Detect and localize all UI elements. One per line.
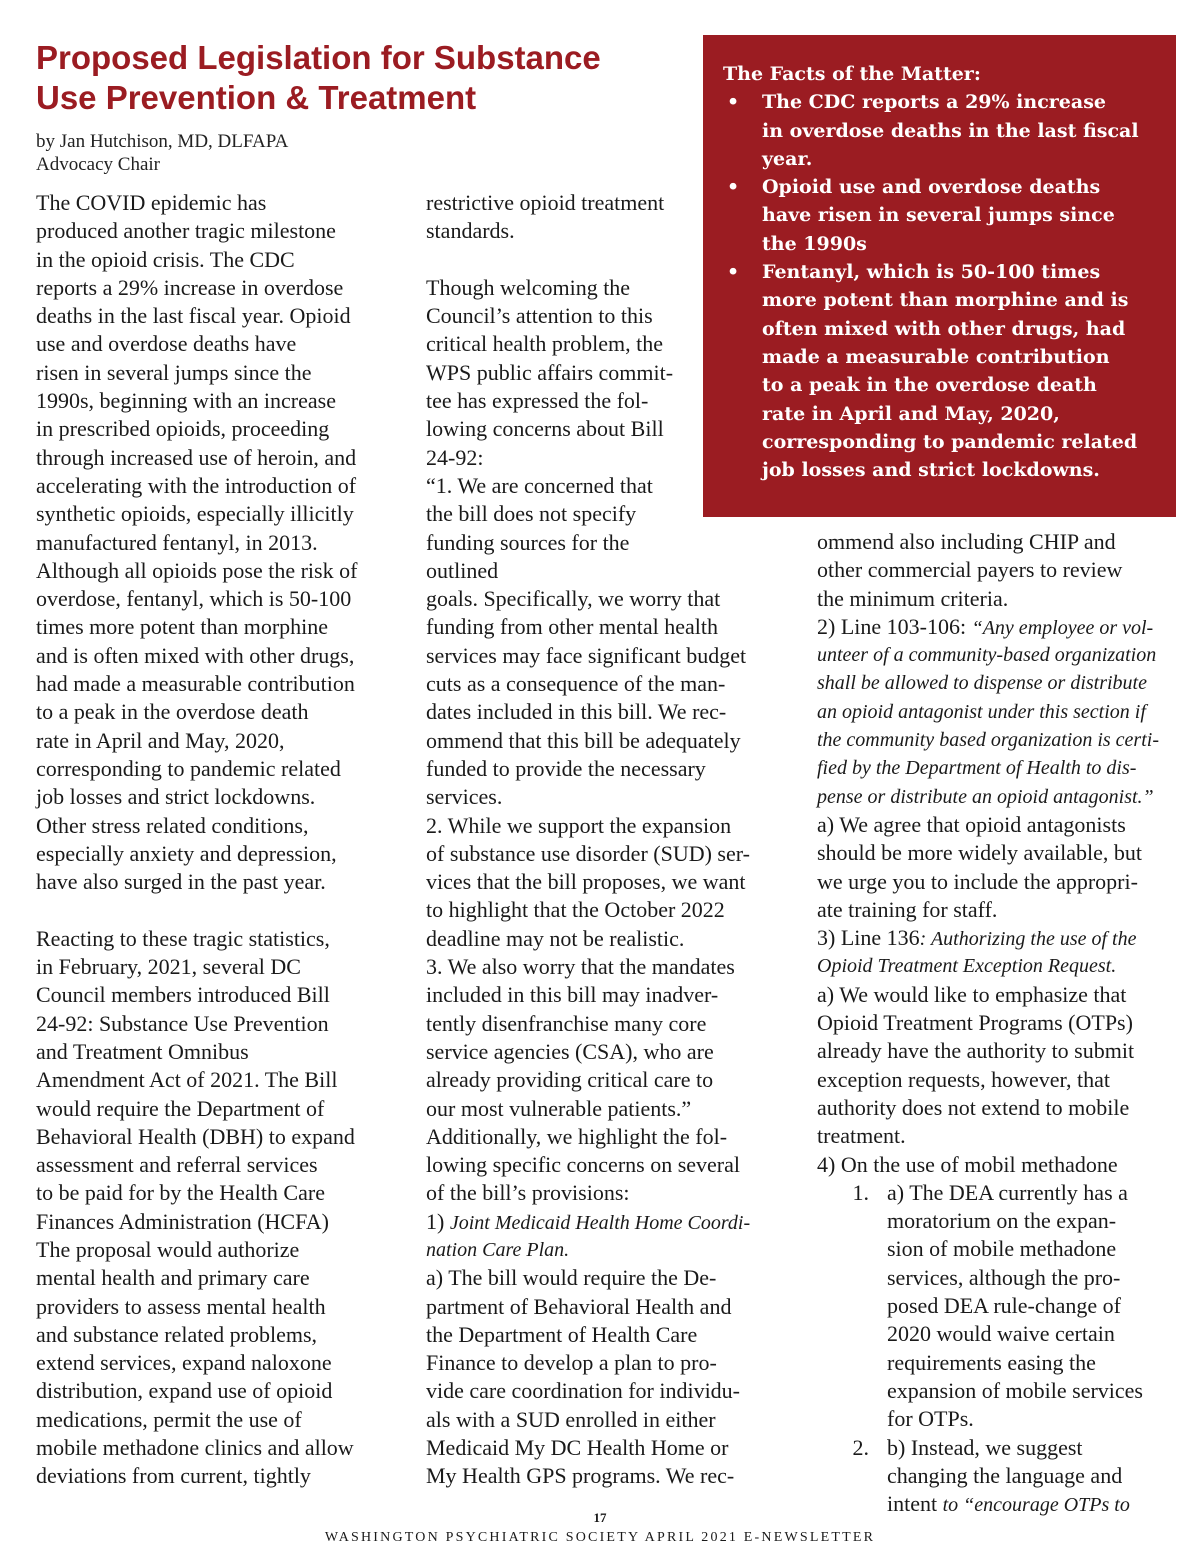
text-line: 24-92: Substance Use Prevention	[36, 1010, 329, 1036]
text-line: goals. Specifically, we worry that	[426, 586, 721, 612]
list-line	[817, 1405, 1177, 1433]
provision-heading	[817, 613, 1177, 641]
text-line: reports a 29% increase in overdose	[36, 274, 344, 300]
paragraph	[426, 189, 786, 246]
text-line: the bill does not specify	[426, 501, 637, 527]
paragraph	[426, 274, 786, 1208]
provision-title: : Authorizing the use of the	[919, 928, 1137, 951]
text-line: risen in several jumps since the	[36, 359, 312, 385]
text-line: authority does not extend to mobile	[817, 1094, 1130, 1120]
facts-heading: The Facts of the Matter:	[723, 63, 981, 85]
article-title	[36, 38, 696, 118]
text-line: services.	[426, 784, 503, 810]
list-number: 1.	[852, 1179, 869, 1205]
fact-text	[762, 173, 1115, 258]
text-line: unteer of a community-based organization	[817, 644, 1157, 667]
text-line: mental health and primary care	[36, 1265, 310, 1291]
text-line: dates included in this bill. We rec-	[426, 699, 727, 725]
list-text: b) Instead, we suggest	[887, 1434, 1083, 1460]
text-line: ommend that this bill be adequately	[426, 727, 741, 753]
text-line: especially anxiety and depression,	[36, 840, 337, 866]
text-line: rate in April and May, 2020,	[36, 727, 285, 753]
list-line	[817, 1434, 1177, 1462]
text-line: should be more widely available, but	[817, 840, 1143, 866]
text-line: 2. While we support the expansion	[426, 812, 732, 838]
text-line: deadline may not be realistic.	[426, 925, 685, 951]
provision-title: Opioid Treatment Exception Request.	[817, 955, 1117, 978]
text-line: “1. We are concerned that	[426, 472, 653, 498]
paragraph	[426, 1264, 786, 1490]
text-line: Fentanyl, which is 50-100 times	[762, 261, 1101, 284]
provision-heading	[817, 924, 1177, 952]
text-line: standards.	[426, 218, 515, 244]
list-text: intent	[887, 1491, 943, 1517]
text-line: deviations from current, tightly	[36, 1463, 311, 1489]
title-line: Use Prevention & Treatment	[36, 79, 477, 116]
text-line: job losses and strict lockdowns.	[36, 784, 316, 810]
text-line: funding sources for the	[426, 529, 630, 555]
text-line: and Treatment Omnibus	[36, 1038, 249, 1064]
numbered-list-item	[817, 1179, 1177, 1434]
fact-text	[762, 258, 1137, 484]
text-line: in February, 2021, several DC	[36, 954, 301, 980]
text-line: to a peak in the overdose death	[762, 374, 1097, 397]
paragraph	[36, 925, 396, 1491]
bullet-icon: •	[727, 176, 740, 199]
text-line: extend services, expand naloxone	[36, 1350, 332, 1376]
text-line: lowing concerns about Bill	[426, 416, 664, 442]
text-line: Behavioral Health (DBH) to expand	[36, 1123, 355, 1149]
text-line: rate in April and May, 2020,	[762, 402, 1060, 425]
provision-number: 3) Line 136	[817, 925, 920, 951]
text-line: ate training for staff.	[817, 896, 998, 922]
provision-number: 1)	[426, 1208, 450, 1234]
text-line: distribution, expand use of opioid	[36, 1378, 333, 1404]
text-line: already providing critical care to	[426, 1067, 714, 1093]
text-line: job losses and strict lockdowns.	[762, 459, 1100, 482]
text-line: would require the Department of	[36, 1095, 325, 1121]
text-line: Though welcoming the	[426, 274, 631, 300]
provision-quote: “Any employee or vol-	[971, 616, 1154, 639]
text-line: ommend also including CHIP and	[817, 529, 1116, 554]
provision-title: nation Care Plan.	[426, 1238, 570, 1261]
text-line: a) We agree that opioid antagonists	[817, 811, 1126, 837]
list-text: 2020 would waive certain	[887, 1321, 1115, 1347]
text-line: produced another tragic milestone	[36, 218, 336, 244]
text-line: of the bill’s provisions:	[426, 1180, 630, 1206]
list-line	[817, 1264, 1177, 1292]
text-line: Council’s attention to this	[426, 303, 653, 329]
byline	[36, 130, 436, 176]
text-line: partment of Behavioral Health and	[426, 1293, 732, 1319]
list-number: 2.	[852, 1434, 869, 1460]
numbered-list-item	[817, 1434, 1177, 1519]
list-line	[817, 1292, 1177, 1320]
text-line: corresponding to pandemic related	[36, 755, 341, 781]
text-line: deaths in the last fiscal year. Opioid	[36, 303, 351, 329]
text-line: Although all opioids pose the risk of	[36, 557, 358, 583]
list-line	[817, 1179, 1177, 1207]
author-role: Advocacy Chair	[36, 154, 160, 175]
paragraph	[817, 528, 1177, 613]
text-line: The COVID epidemic has	[36, 190, 267, 215]
text-line: outlined	[426, 557, 499, 583]
text-line: have also surged in the past year.	[36, 869, 326, 895]
list-text: a) The DEA currently has a	[887, 1179, 1128, 1205]
list-text: services, although the pro-	[887, 1264, 1121, 1290]
fact-text	[762, 88, 1139, 173]
text-line: other commercial payers to review	[817, 557, 1123, 583]
text-line: WPS public affairs commit-	[426, 359, 674, 385]
text-line: lowing specific concerns on several	[426, 1152, 740, 1178]
text-line: the community based organization is certi-	[817, 729, 1159, 752]
text-line: the minimum criteria.	[817, 585, 1009, 611]
text-line: in prescribed opioids, proceeding	[36, 416, 330, 442]
text-line: 3. We also worry that the mandates	[426, 954, 735, 980]
text-line: to a peak in the overdose death	[36, 699, 309, 725]
text-line: service agencies (CSA), who are	[426, 1038, 714, 1064]
list-text: sion of mobile methadone	[887, 1236, 1117, 1262]
text-line: Amendment Act of 2021. The Bill	[36, 1067, 338, 1093]
text-line: of substance use disorder (SUD) ser-	[426, 840, 750, 866]
text-line: The CDC reports a 29% increase	[762, 91, 1106, 114]
paragraph	[36, 189, 396, 896]
text-line: through increased use of heroin, and	[36, 444, 357, 470]
text-line: the Department of Health Care	[426, 1321, 698, 1347]
text-line: Finance to develop a plan to pro-	[426, 1350, 717, 1376]
text-line: corresponding to pandemic related	[762, 430, 1138, 453]
list-line	[817, 1235, 1177, 1263]
text-line: already have the authority to submit	[817, 1038, 1135, 1064]
text-line: 4) On the use of mobil methadone	[817, 1151, 1118, 1177]
text-line: assessment and referral services	[36, 1152, 318, 1178]
provision-title: Joint Medicaid Health Home Coordi-	[449, 1211, 751, 1234]
text-line: to highlight that the October 2022	[426, 897, 725, 923]
text-line: we urge you to include the appropri-	[817, 868, 1138, 894]
title-line: Proposed Legislation for Substance	[36, 39, 601, 76]
bullet-icon: •	[727, 91, 740, 114]
text-line: an opioid antagonist under this section if	[817, 700, 1146, 723]
text-line: Council members introduced Bill	[36, 982, 330, 1008]
fact-item	[723, 173, 1164, 258]
text-line: tee has expressed the fol-	[426, 388, 649, 414]
text-line: The proposal would authorize	[36, 1236, 300, 1262]
text-line: funding from other mental health	[426, 614, 719, 640]
paragraph	[817, 981, 1177, 1179]
text-line: the 1990s	[762, 232, 867, 255]
text-line: cuts as a consequence of the man-	[426, 671, 726, 697]
list-text: requirements easing the	[887, 1349, 1096, 1375]
text-line: Opioid Treatment Programs (OTPs)	[817, 1010, 1133, 1036]
text-line: and is often mixed with other drugs,	[36, 642, 355, 668]
newsletter-footer: WASHINGTON PSYCHIATRIC SOCIETY APRIL 2021 E-NEWSLETTER	[324, 1530, 876, 1545]
text-line: Other stress related conditions,	[36, 812, 309, 838]
list-text: to “encourage OTPs to	[942, 1494, 1130, 1517]
text-line: mobile methadone clinics and allow	[36, 1435, 354, 1461]
list-line	[817, 1349, 1177, 1377]
text-line: use and overdose deaths have	[36, 331, 297, 357]
text-line: restrictive opioid treatment	[426, 190, 665, 215]
text-line: made a measurable contribution	[762, 345, 1110, 368]
text-line: 1990s, beginning with an increase	[36, 388, 336, 414]
text-line: pense or distribute an opioid antagonist.”	[817, 785, 1154, 808]
text-line: to be paid for by the Health Care	[36, 1180, 325, 1206]
column-1	[36, 189, 396, 1491]
text-line: vices that the bill proposes, we want	[426, 869, 746, 895]
text-line: critical health problem, the	[426, 331, 664, 357]
list-line	[817, 1462, 1177, 1490]
text-line: in the opioid crisis. The CDC	[36, 246, 295, 272]
text-line: synthetic opioids, especially illicitly	[36, 501, 354, 527]
text-line: a) We would like to emphasize that	[817, 981, 1127, 1007]
bullet-icon: •	[727, 261, 740, 284]
text-line: accelerating with the introduction of	[36, 472, 357, 498]
text-line: had made a measurable contribution	[36, 671, 355, 697]
text-line: vide care coordination for individu-	[426, 1378, 741, 1404]
provision-number: 2) Line 103-106:	[817, 613, 972, 639]
text-line: tently disenfranchise many core	[426, 1010, 707, 1036]
fact-item	[723, 88, 1164, 173]
text-line: medications, permit the use of	[36, 1406, 302, 1432]
text-line: als with a SUD enrolled in either	[426, 1406, 716, 1432]
text-line: Medicaid My DC Health Home or	[426, 1435, 729, 1461]
list-line	[817, 1320, 1177, 1348]
text-line: Opioid use and overdose deaths	[762, 176, 1101, 199]
text-line: times more potent than morphine	[36, 614, 329, 640]
author: by Jan Hutchison, MD, DLFAPA	[36, 131, 289, 152]
list-line	[817, 1207, 1177, 1235]
list-text: changing the language and	[887, 1462, 1123, 1488]
list-text: posed DEA rule-change of	[887, 1293, 1121, 1319]
column-2	[426, 189, 786, 1491]
column-3	[817, 528, 1177, 1518]
text-line: our most vulnerable patients.”	[426, 1095, 692, 1121]
fact-item	[723, 258, 1164, 484]
page-number: 17	[593, 1510, 607, 1525]
text-line: funded to provide the necessary	[426, 755, 706, 781]
text-line: treatment.	[817, 1123, 906, 1149]
text-line: services may face significant budget	[426, 642, 747, 668]
text-line: included in this bill may inadver-	[426, 982, 719, 1008]
list-line	[817, 1377, 1177, 1405]
list-text: for OTPs.	[887, 1406, 974, 1432]
text-line: Reacting to these tragic statistics,	[36, 925, 330, 951]
list-text: moratorium on the expan-	[887, 1208, 1117, 1234]
text-line: fied by the Department of Health to dis-	[817, 757, 1137, 780]
text-line: Finances Administration (HCFA)	[36, 1208, 329, 1234]
text-line: exception requests, however, that	[817, 1066, 1110, 1092]
provision-quote	[817, 641, 1177, 811]
text-line: a) The bill would require the De-	[426, 1265, 717, 1291]
text-line: in overdose deaths in the last fiscal	[762, 119, 1139, 142]
text-line: more potent than morphine and is	[762, 289, 1129, 312]
provision-heading	[426, 1208, 786, 1236]
text-line: overdose, fentanyl, which is 50-100	[36, 586, 352, 612]
text-line: Additionally, we highlight the fol-	[426, 1123, 728, 1149]
text-line: providers to assess mental health	[36, 1293, 326, 1319]
list-text: expansion of mobile services	[887, 1377, 1143, 1403]
text-line: shall be allowed to dispense or distribute	[817, 672, 1147, 695]
text-line: manufactured fentanyl, in 2013.	[36, 529, 318, 555]
text-line: year.	[762, 147, 813, 170]
text-line: often mixed with other drugs, had	[762, 317, 1126, 340]
text-line: have risen in several jumps since	[762, 204, 1115, 227]
paragraph	[817, 811, 1177, 924]
text-line: My Health GPS programs. We rec-	[426, 1463, 735, 1489]
text-line: and substance related problems,	[36, 1321, 318, 1347]
text-line: 24-92:	[426, 444, 484, 470]
